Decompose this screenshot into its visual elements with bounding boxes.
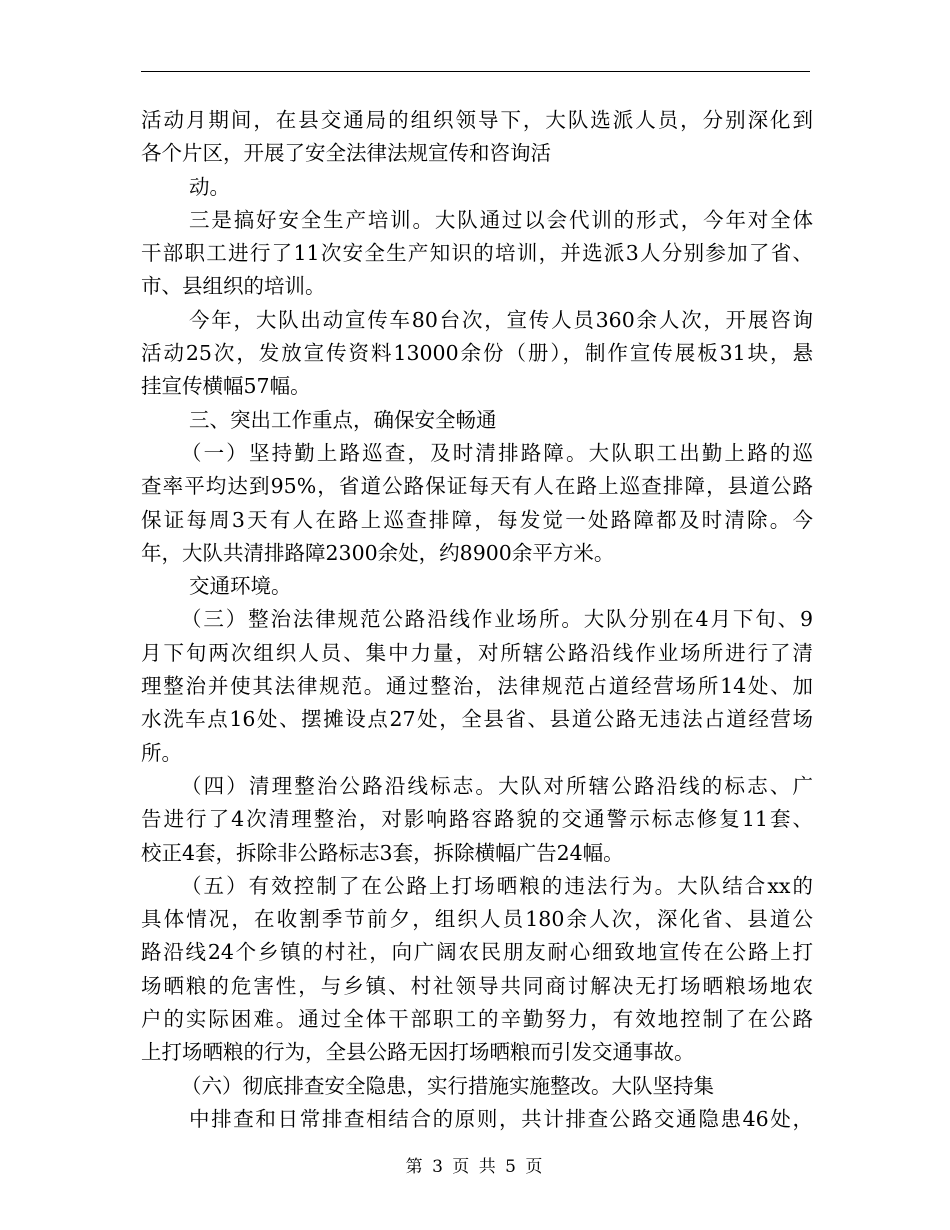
text-line: 校正4套，拆除非公路标志3套，拆除横幅广告24幅。 [141, 840, 624, 865]
text-line: 户的实际困难。通过全体干部职工的辛勤努力，有效地控制了在公路 [141, 1007, 813, 1032]
page-number: 第 3 页 共 5 页 [405, 1157, 545, 1177]
text-line: 保证每周3天有人在路上巡查排障，每发觉一处路障都及时清除。今 [141, 507, 813, 532]
text-line: 活动25次，发放宣传资料13000余份（册），制作宣传展板31块，悬 [141, 341, 813, 366]
text-line: 干部职工进行了11次安全生产知识的培训，并选派3人分别参加了省、 [141, 241, 813, 266]
text-line: 月下旬两次组织人员、集中力量，对所辖公路沿线作业场所进行了清 [141, 640, 813, 665]
text-line: 所。 [141, 740, 182, 765]
text-line: 挂宣传横幅57幅。 [141, 374, 311, 399]
header-rule [141, 71, 810, 72]
text-line: 上打场晒粮的行为，全县公路无因打场晒粮而引发交通事故。 [141, 1040, 695, 1065]
text-line: 交通环境。 [189, 574, 292, 599]
text-line: 三是搞好安全生产培训。大队通过以会代训的形式，今年对全体 [189, 207, 813, 232]
text-line: （六）彻底排查安全隐患，实行措施实施整改。大队坚持集 [181, 1073, 714, 1098]
text-line: 三、突出工作重点，确保安全畅通 [189, 407, 497, 432]
text-line: （一）坚持勤上路巡查，及时清排路障。大队职工出勤上路的巡 [181, 440, 813, 465]
text-line: 具体情况，在收割季节前夕，组织人员180余人次，深化省、县道公 [141, 907, 813, 932]
text-line: 告进行了4次清理整治，对影响路容路貌的交通警示标志修复11套、 [141, 807, 813, 832]
text-line: （三）整治法律规范公路沿线作业场所。大队分别在4月下旬、9 [181, 607, 813, 632]
text-line: 年，大队共清排路障2300余处，约8900余平方米。 [141, 540, 615, 565]
text-line: 今年，大队出动宣传车80台次，宣传人员360余人次，开展咨询 [189, 307, 813, 332]
text-line: 市、县组织的培训。 [141, 274, 326, 299]
text-line: 理整治并使其法律规范。通过整治，法律规范占道经营场所14处、加 [141, 674, 813, 699]
text-line: （四）清理整治公路沿线标志。大队对所辖公路沿线的标志、广 [181, 773, 813, 798]
text-line: 水洗车点16处、摆摊设点27处，全县省、县道公路无违法占道经营场 [141, 707, 813, 732]
text-line: 路沿线24个乡镇的村社，向广阔农民朋友耐心细致地宣传在公路上打 [141, 940, 813, 965]
text-line: （五）有效控制了在公路上打场晒粮的违法行为。大队结合xx的 [181, 873, 813, 898]
text-line: 中排查和日常排查相结合的原则，共计排查公路交通隐患46处， [189, 1106, 813, 1131]
text-line: 场晒粮的危害性，与乡镇、村社领导共同商讨解决无打场晒粮场地农 [141, 973, 813, 998]
document-body [141, 104, 813, 1136]
text-line: 查率平均达到95%，省道公路保证每天有人在路上巡查排障，县道公路 [141, 474, 813, 499]
text-line: 动。 [189, 174, 230, 199]
text-line: 各个片区，开展了安全法律法规宣传和咨询活 [141, 141, 551, 166]
text-line: 活动月期间，在县交通局的组织领导下，大队选派人员，分别深化到 [141, 108, 813, 132]
